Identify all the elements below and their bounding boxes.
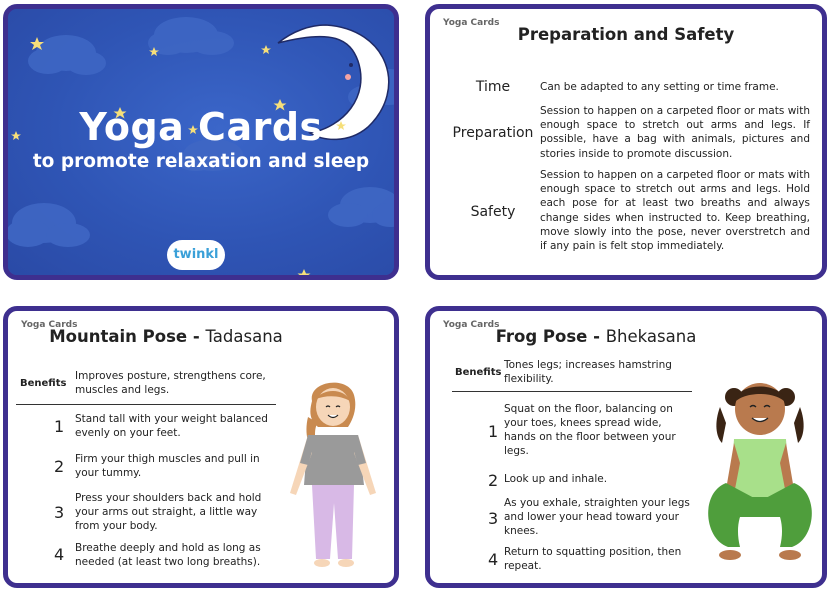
divider	[452, 391, 692, 392]
frog-pose-card	[425, 306, 827, 588]
preparation-safety-card	[425, 4, 827, 280]
step-text: Firm your thigh muscles and pull in your tummy.	[75, 453, 260, 479]
benefits-label: Benefits	[20, 378, 67, 389]
row-text-preparation: Session to happen on a carpeted floor or mats with enough space to stretch out arms and legs. If possible, have a bag with animals, pictures and stories inside to promote discussion.	[540, 105, 810, 160]
twinkl-logo: twinkl	[167, 240, 225, 270]
step-text: As you exhale, straighten your legs and lower your head toward your knees.	[504, 497, 690, 537]
card-label: Yoga Cards	[21, 320, 78, 330]
step-text: Look up and inhale.	[504, 473, 608, 485]
step-text: Breathe deeply and hold as long as needed (at least two long breaths).	[75, 542, 261, 568]
step-number: 2	[488, 471, 499, 490]
row-label-preparation: Preparation	[452, 125, 534, 141]
step-text: Press your shoulders back and hold your arms out straight, a little way from your body.	[75, 492, 262, 532]
step-number: 4	[488, 550, 499, 569]
cover-card	[3, 4, 399, 280]
benefits-text: Tones legs; increases hamstring flexibility.	[504, 359, 672, 385]
step-text: Stand tall with your weight balanced evenly on your feet.	[75, 413, 268, 439]
divider	[16, 404, 276, 405]
row-text-safety: Session to happen on a carpeted floor or mats with enough space to stretch out arms and legs. Hold each pose for at least two breaths and always change sides when instructed to. Keep breathing, move slowly into the pose, never overstretch and if any pain is felt stop immediately.	[540, 169, 810, 253]
card-label: Yoga Cards	[443, 320, 500, 330]
step-text: Return to squatting position, then repeat.	[504, 546, 682, 572]
benefits-label: Benefits	[455, 367, 502, 378]
step-number: 1	[488, 422, 499, 441]
row-label-time: Time	[475, 79, 511, 95]
cover-title: Yoga Cards	[79, 105, 323, 149]
step-number: 3	[488, 509, 499, 528]
step-number: 3	[54, 503, 65, 522]
step-number: 2	[54, 457, 65, 476]
row-text-time: Can be adapted to any setting or time frame.	[540, 81, 779, 93]
card-title: Mountain Pose - Tadasana	[49, 327, 283, 346]
benefits-text: Improves posture, strengthens core, muscles and legs.	[75, 370, 266, 396]
card-title: Frog Pose - Bhekasana	[495, 327, 697, 346]
mountain-pose-girl-illustration	[278, 373, 388, 573]
step-number: 1	[54, 417, 65, 436]
row-label-safety: Safety	[470, 204, 516, 220]
step-number: 4	[54, 545, 65, 564]
mountain-pose-card	[3, 306, 399, 588]
step-text: Squat on the floor, balancing on your toes, knees spread wide, hands on the floor between your legs.	[504, 403, 676, 457]
card-label: Yoga Cards	[443, 18, 500, 28]
frog-pose-girl-illustration	[700, 363, 820, 573]
card-title: Preparation and Safety	[517, 25, 735, 44]
cover-subtitle: to promote relaxation and sleep	[32, 151, 370, 172]
